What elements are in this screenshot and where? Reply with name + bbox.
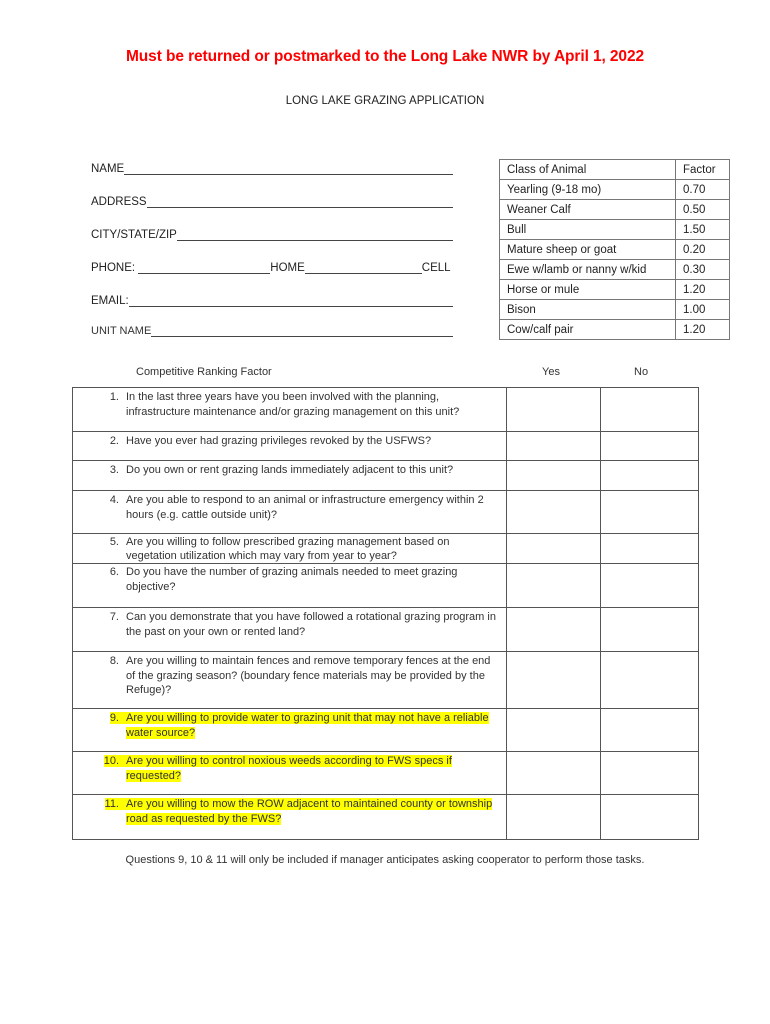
question-cell — [73, 534, 507, 564]
yes-answer-cell[interactable] — [507, 709, 601, 752]
question-number: 3. — [109, 464, 119, 476]
ranking-factor-header: Competitive Ranking Factor — [136, 366, 272, 378]
animal-cell: Ewe w/lamb or nanny w/kid — [500, 260, 676, 280]
table-row — [73, 795, 699, 840]
name-input-line[interactable] — [124, 162, 453, 175]
question-text: Are you willing to follow prescribed grazing management based on vegetation utilization which may vary from year to year? — [126, 536, 450, 562]
yes-answer-cell[interactable] — [507, 461, 601, 491]
phone-label: PHONE: — [91, 262, 139, 274]
factor-cell: 1.20 — [676, 320, 730, 340]
email-input-line[interactable] — [129, 294, 453, 307]
question-number — [73, 711, 126, 740]
city-state-zip-input-line[interactable] — [177, 228, 453, 241]
email-label: EMAIL: — [91, 295, 129, 307]
address-input-line[interactable] — [147, 195, 453, 208]
unit-name-field[interactable] — [91, 322, 453, 338]
table-row — [73, 388, 699, 432]
question-number: 5. — [109, 536, 119, 548]
table-row — [73, 432, 699, 461]
question-number — [73, 754, 126, 783]
question-number: 7. — [109, 611, 119, 623]
address-label: ADDRESS — [91, 196, 147, 208]
highlighted-number: 11. — [105, 798, 126, 810]
table-row — [500, 280, 730, 300]
highlighted-question-text: Are you willing to mow the ROW adjacent to maintained county or township road as requested by the FWS? — [126, 798, 493, 825]
table-row — [73, 752, 699, 795]
no-answer-cell[interactable] — [601, 795, 699, 840]
table-row — [500, 300, 730, 320]
yes-answer-cell[interactable] — [507, 432, 601, 461]
home-label: HOME — [270, 262, 305, 274]
yes-column-header: Yes — [542, 366, 560, 378]
question-text — [126, 754, 506, 783]
factor-cell: 1.00 — [676, 300, 730, 320]
question-text: In the last three years have you been involved with the planning, infrastructure maintenance and/or grazing management on this unit? — [126, 391, 460, 418]
question-text — [126, 797, 506, 826]
table-row — [500, 320, 730, 340]
question-cell — [73, 432, 507, 461]
no-answer-cell[interactable] — [601, 388, 699, 432]
table-row — [500, 220, 730, 240]
question-cell — [73, 564, 507, 608]
no-column-header: No — [634, 366, 649, 378]
question-text — [126, 711, 506, 740]
question-cell — [73, 652, 507, 709]
factor-cell: 0.50 — [676, 200, 730, 220]
yes-answer-cell[interactable] — [507, 795, 601, 840]
question-number: 2. — [109, 435, 119, 447]
highlighted-number: 9. — [110, 712, 126, 724]
question-cell — [73, 795, 507, 840]
question-text: Do you have the number of grazing animals needed to meet grazing objective? — [126, 566, 458, 593]
ranking-questions-table — [72, 387, 699, 840]
table-row — [500, 200, 730, 220]
table-row — [73, 461, 699, 491]
factor-cell: 0.70 — [676, 180, 730, 200]
table-row — [73, 491, 699, 534]
question-cell — [73, 461, 507, 491]
question-cell — [73, 608, 507, 652]
table-row — [500, 180, 730, 200]
header-factor: Factor — [676, 160, 730, 180]
highlighted-number: 10. — [104, 755, 126, 767]
yes-answer-cell[interactable] — [507, 752, 601, 795]
yes-answer-cell[interactable] — [507, 608, 601, 652]
no-answer-cell[interactable] — [601, 608, 699, 652]
question-cell — [73, 752, 507, 795]
question-cell — [73, 491, 507, 534]
animal-cell: Bison — [500, 300, 676, 320]
unit-name-label: UNIT NAME — [91, 325, 152, 337]
table-row — [73, 608, 699, 652]
question-text: Are you willing to maintain fences and remove temporary fences at the end of the grazing season? (boundary fence materials may be provided by the Refuge)? — [126, 655, 491, 696]
question-number: 8. — [109, 655, 119, 667]
no-answer-cell[interactable] — [601, 709, 699, 752]
animal-cell: Bull — [500, 220, 676, 240]
no-answer-cell[interactable] — [601, 534, 699, 564]
table-header-row — [500, 160, 730, 180]
phone-cell-input-line[interactable] — [305, 261, 422, 274]
name-field[interactable] — [91, 160, 453, 176]
factor-cell: 1.50 — [676, 220, 730, 240]
animal-cell: Cow/calf pair — [500, 320, 676, 340]
city-state-zip-label: CITY/STATE/ZIP — [91, 229, 177, 241]
no-answer-cell[interactable] — [601, 491, 699, 534]
yes-answer-cell[interactable] — [507, 564, 601, 608]
address-field[interactable] — [91, 193, 453, 209]
animal-factor-table — [499, 159, 730, 340]
no-answer-cell[interactable] — [601, 461, 699, 491]
no-answer-cell[interactable] — [601, 432, 699, 461]
header-class-of-animal: Class of Animal — [500, 160, 676, 180]
no-answer-cell[interactable] — [601, 752, 699, 795]
name-label: NAME — [91, 163, 125, 175]
table-row — [73, 534, 699, 564]
cell-label: CELL — [421, 262, 451, 274]
question-text: Can you demonstrate that you have followed a rotational grazing program in the past on your own or rented land? — [126, 611, 496, 638]
footnote: Questions 9, 10 & 11 will only be included if manager anticipates asking cooperator to perform those tasks. — [125, 854, 645, 866]
no-answer-cell[interactable] — [601, 564, 699, 608]
table-row — [73, 652, 699, 709]
animal-cell: Mature sheep or goat — [500, 240, 676, 260]
question-number — [73, 797, 126, 826]
yes-answer-cell[interactable] — [507, 534, 601, 564]
animal-cell: Horse or mule — [500, 280, 676, 300]
question-number: 6. — [109, 566, 119, 578]
highlighted-question-text: Are you willing to control noxious weeds according to FWS specs if requested? — [126, 755, 452, 782]
deadline-notice: Must be returned or postmarked to the Long Lake NWR by April 1, 2022 — [126, 48, 644, 65]
city-state-zip-field[interactable] — [91, 226, 453, 242]
table-row — [500, 240, 730, 260]
question-number: 1. — [109, 391, 119, 403]
yes-answer-cell[interactable] — [507, 388, 601, 432]
animal-cell: Yearling (9-18 mo) — [500, 180, 676, 200]
table-row — [73, 564, 699, 608]
question-text: Do you own or rent grazing lands immediately adjacent to this unit? — [126, 464, 454, 476]
table-row — [73, 709, 699, 752]
question-cell — [73, 388, 507, 432]
question-number: 4. — [109, 494, 119, 506]
phone-field[interactable] — [91, 259, 453, 275]
question-text: Have you ever had grazing privileges revoked by the USFWS? — [126, 435, 432, 447]
animal-cell: Weaner Calf — [500, 200, 676, 220]
page-title: LONG LAKE GRAZING APPLICATION — [285, 95, 485, 107]
email-field[interactable] — [91, 292, 453, 308]
phone-home-input-line[interactable] — [138, 261, 270, 274]
table-row — [500, 260, 730, 280]
highlighted-question-text: Are you willing to provide water to grazing unit that may not have a reliable water source? — [126, 712, 489, 739]
question-text: Are you able to respond to an animal or infrastructure emergency within 2 hours (e.g. cattle outside unit)? — [126, 494, 484, 521]
unit-name-input-line[interactable] — [151, 324, 453, 337]
factor-cell: 0.20 — [676, 240, 730, 260]
yes-answer-cell[interactable] — [507, 491, 601, 534]
question-cell — [73, 709, 507, 752]
yes-answer-cell[interactable] — [507, 652, 601, 709]
factor-cell: 1.20 — [676, 280, 730, 300]
factor-cell: 0.30 — [676, 260, 730, 280]
no-answer-cell[interactable] — [601, 652, 699, 709]
